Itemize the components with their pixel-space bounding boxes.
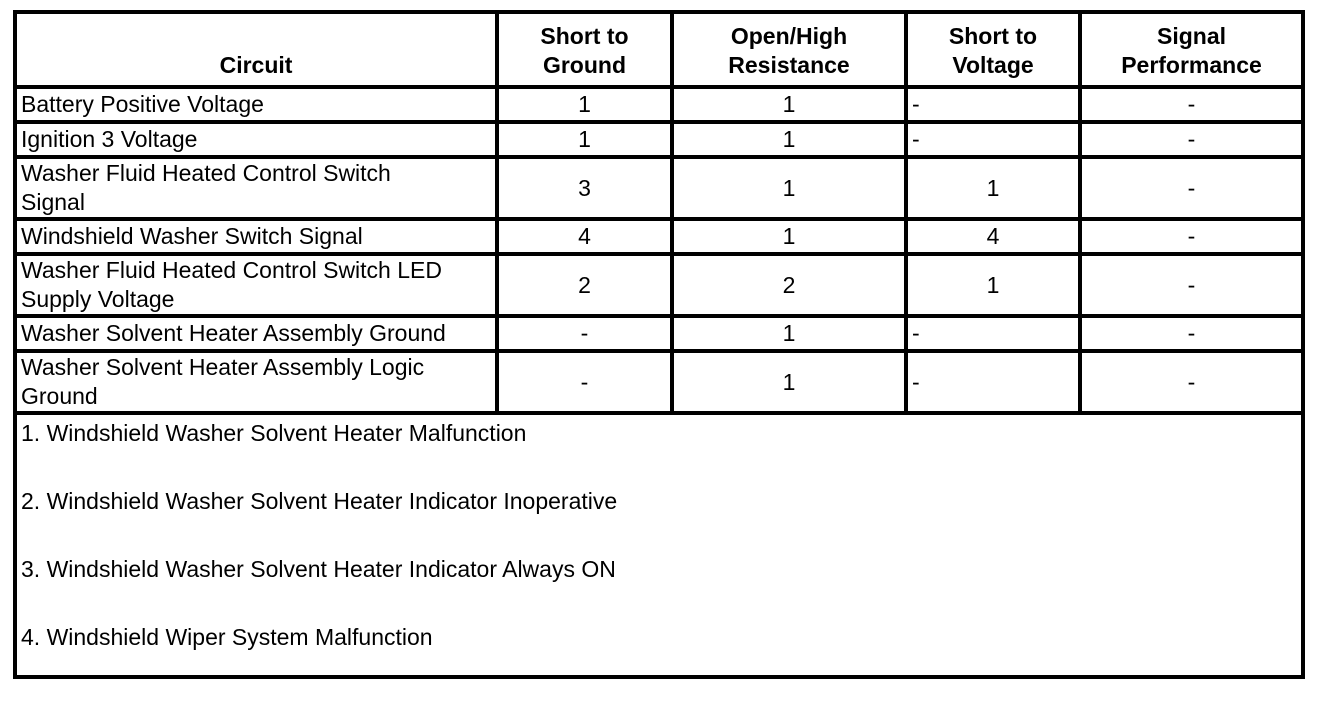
- header-circuit: Circuit: [15, 12, 497, 87]
- table-row: [15, 122, 1303, 157]
- open-high-resistance-value: 1: [672, 316, 906, 351]
- short-to-ground-value: 1: [497, 122, 672, 157]
- open-high-resistance-value: 1: [672, 87, 906, 122]
- notes-cell: [15, 413, 1303, 677]
- signal-performance-value: -: [1080, 351, 1303, 413]
- signal-performance-value: -: [1080, 87, 1303, 122]
- header-short-to-voltage: Short to Voltage: [906, 12, 1080, 87]
- table-row: [15, 351, 1303, 413]
- notes-row: [15, 413, 1303, 677]
- note-item: 1. Windshield Washer Solvent Heater Malfunction: [21, 420, 527, 446]
- header-signal-performance: Signal Performance: [1080, 12, 1303, 87]
- note-item: 3. Windshield Washer Solvent Heater Indicator Always ON: [21, 556, 616, 582]
- short-to-ground-value: -: [497, 351, 672, 413]
- circuit-name: Battery Positive Voltage: [15, 87, 497, 122]
- short-to-ground-value: -: [497, 316, 672, 351]
- circuit-name: Ignition 3 Voltage: [15, 122, 497, 157]
- short-to-voltage-value: -: [906, 316, 1080, 351]
- circuit-name: Washer Fluid Heated Control Switch Signal: [15, 157, 497, 219]
- open-high-resistance-value: 1: [672, 351, 906, 413]
- short-to-voltage-value: 4: [906, 219, 1080, 254]
- short-to-voltage-value: 1: [906, 157, 1080, 219]
- circuit-name: Windshield Washer Switch Signal: [15, 219, 497, 254]
- signal-performance-value: -: [1080, 316, 1303, 351]
- header-row: [15, 12, 1303, 87]
- circuit-name: Washer Fluid Heated Control Switch LED Supply Voltage: [15, 254, 497, 316]
- signal-performance-value: -: [1080, 122, 1303, 157]
- circuit-name: Washer Solvent Heater Assembly Logic Ground: [15, 351, 497, 413]
- open-high-resistance-value: 1: [672, 122, 906, 157]
- header-short-to-ground: Short to Ground: [497, 12, 672, 87]
- table-row: [15, 87, 1303, 122]
- open-high-resistance-value: 1: [672, 219, 906, 254]
- table-row: [15, 316, 1303, 351]
- table-row: [15, 157, 1303, 219]
- table-row: [15, 254, 1303, 316]
- short-to-voltage-value: -: [906, 351, 1080, 413]
- signal-performance-value: -: [1080, 254, 1303, 316]
- short-to-ground-value: 4: [497, 219, 672, 254]
- note-item: 4. Windshield Wiper System Malfunction: [21, 624, 433, 650]
- signal-performance-value: -: [1080, 157, 1303, 219]
- short-to-ground-value: 2: [497, 254, 672, 316]
- short-to-ground-value: 1: [497, 87, 672, 122]
- short-to-voltage-value: -: [906, 122, 1080, 157]
- short-to-voltage-value: -: [906, 87, 1080, 122]
- signal-performance-value: -: [1080, 219, 1303, 254]
- short-to-ground-value: 3: [497, 157, 672, 219]
- header-open-high-resistance: Open/High Resistance: [672, 12, 906, 87]
- note-item: 2. Windshield Washer Solvent Heater Indicator Inoperative: [21, 488, 618, 514]
- circuit-fault-table: [13, 10, 1305, 679]
- circuit-name: Washer Solvent Heater Assembly Ground: [15, 316, 497, 351]
- table-row: [15, 219, 1303, 254]
- open-high-resistance-value: 2: [672, 254, 906, 316]
- open-high-resistance-value: 1: [672, 157, 906, 219]
- short-to-voltage-value: 1: [906, 254, 1080, 316]
